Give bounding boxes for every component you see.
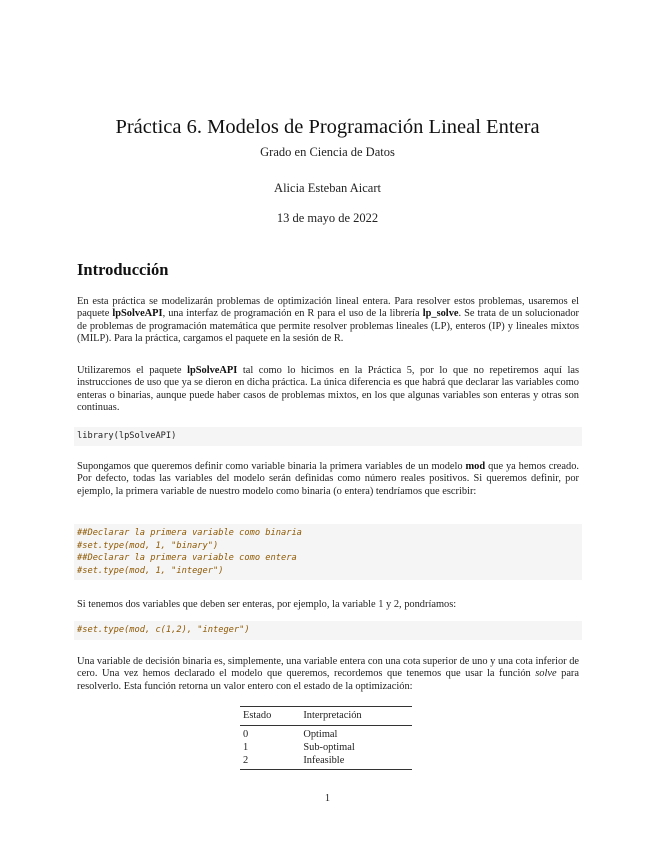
document-date: 13 de mayo de 2022 xyxy=(276,211,379,225)
code-line: library(lpSolveAPI) xyxy=(77,431,177,441)
text-span: Utilizaremos el paquete xyxy=(77,365,188,376)
table-row xyxy=(240,726,412,742)
bold-term: lpSolveAPI xyxy=(112,308,163,320)
code-block-library xyxy=(74,427,582,446)
paragraph-binary xyxy=(77,461,579,498)
table-header-cell: Estado xyxy=(243,710,272,721)
paragraph-intro xyxy=(77,296,579,346)
italic-term: solve xyxy=(535,668,557,680)
table-cell: Optimal xyxy=(303,729,338,740)
table-row xyxy=(240,755,412,770)
table-header-row xyxy=(240,707,412,726)
bold-term: lp_solve xyxy=(422,308,459,320)
status-table xyxy=(240,706,412,770)
document-subtitle: Grado en Ciencia de Datos xyxy=(260,145,395,159)
section-heading-introduccion: Introducción xyxy=(77,260,169,279)
text-span: Supongamos que queremos definir como variable binaria la primera variables de un modelo xyxy=(77,461,466,472)
code-comment-line: ##Declarar la primera variable como binaria xyxy=(77,528,302,538)
table-cell: 2 xyxy=(243,754,249,766)
code-comment-line: #set.type(mod, 1, "binary") xyxy=(77,540,219,551)
code-comment-line: #set.type(mod, 1, "integer") xyxy=(77,565,224,576)
bold-term: lpSolveAPI xyxy=(187,365,238,376)
text-span: que ya hemos creado. Por defecto, todas las variables del modelo serán definidas como número reales positivos. Si queremos definir, por ejemplo, la primera variable de nuestro modelo como binaria (o entera) tendríamos que escribir: xyxy=(77,461,579,497)
paragraph-solve xyxy=(77,656,579,693)
code-block-integer xyxy=(74,621,582,640)
code-comment-line: #set.type(mod, c(1,2), "integer") xyxy=(77,625,250,635)
table-cell: Sub-optimal xyxy=(303,741,355,753)
code-block-set-type xyxy=(74,524,582,580)
table-cell: Infeasible xyxy=(303,754,345,766)
page-number: 1 xyxy=(324,793,331,804)
text-span: En esta práctica se modelizarán problemas de optimización lineal entera. Para resolver estos problemas, usaremos el paquete xyxy=(77,296,579,320)
table-cell: 0 xyxy=(243,729,249,740)
document-title: Práctica 6. Modelos de Programación Lineal Entera xyxy=(115,116,540,138)
text-span: tal como lo hicimos en la Práctica 5, por lo que no repetiremos aquí las instrucciones de uso que ya se dieron en dicha práctica. La única diferencia es que habrá que declarar las variables como enteras o binarias, aunque puede haber casos de problemas mixtos, en los que algunas variables son enteras y otras son continuas. xyxy=(77,365,579,414)
table-cell: 1 xyxy=(243,741,249,753)
document-author: Alicia Esteban Aicart xyxy=(274,181,381,195)
text-span: Una variable de decisión binaria es, simplemente, una variable entera con una cota superior de uno y una cota inferior de cero. Una vez hemos declarado el modelo que queremos, recordemos que tenemos que usar la función xyxy=(77,656,580,680)
text-span: para resolverlo. Esta función retorna un valor entero con el estado de la optimización: xyxy=(77,668,580,692)
text-span: . Se trata de un solucionador de problemas de programación matemática que permite resolver problemas lineales (LP), enteros (IP) y lineales mixtos (MILP). Para la práctica, cargamos el paquete en la sesión de R. xyxy=(77,308,579,345)
paragraph-two-variables: Si tenemos dos variables que deben ser enteras, por ejemplo, la variable 1 y 2, pondríamos: xyxy=(77,599,457,610)
code-comment-line: ##Declarar la primera variable como entera xyxy=(77,553,297,564)
bold-term: mod xyxy=(465,461,486,472)
text-span: , una interfaz de programación en R para el uso de la librería xyxy=(162,308,423,320)
table-header-cell: Interpretación xyxy=(303,710,362,721)
paragraph-usage xyxy=(77,365,579,415)
table-row xyxy=(240,742,412,755)
